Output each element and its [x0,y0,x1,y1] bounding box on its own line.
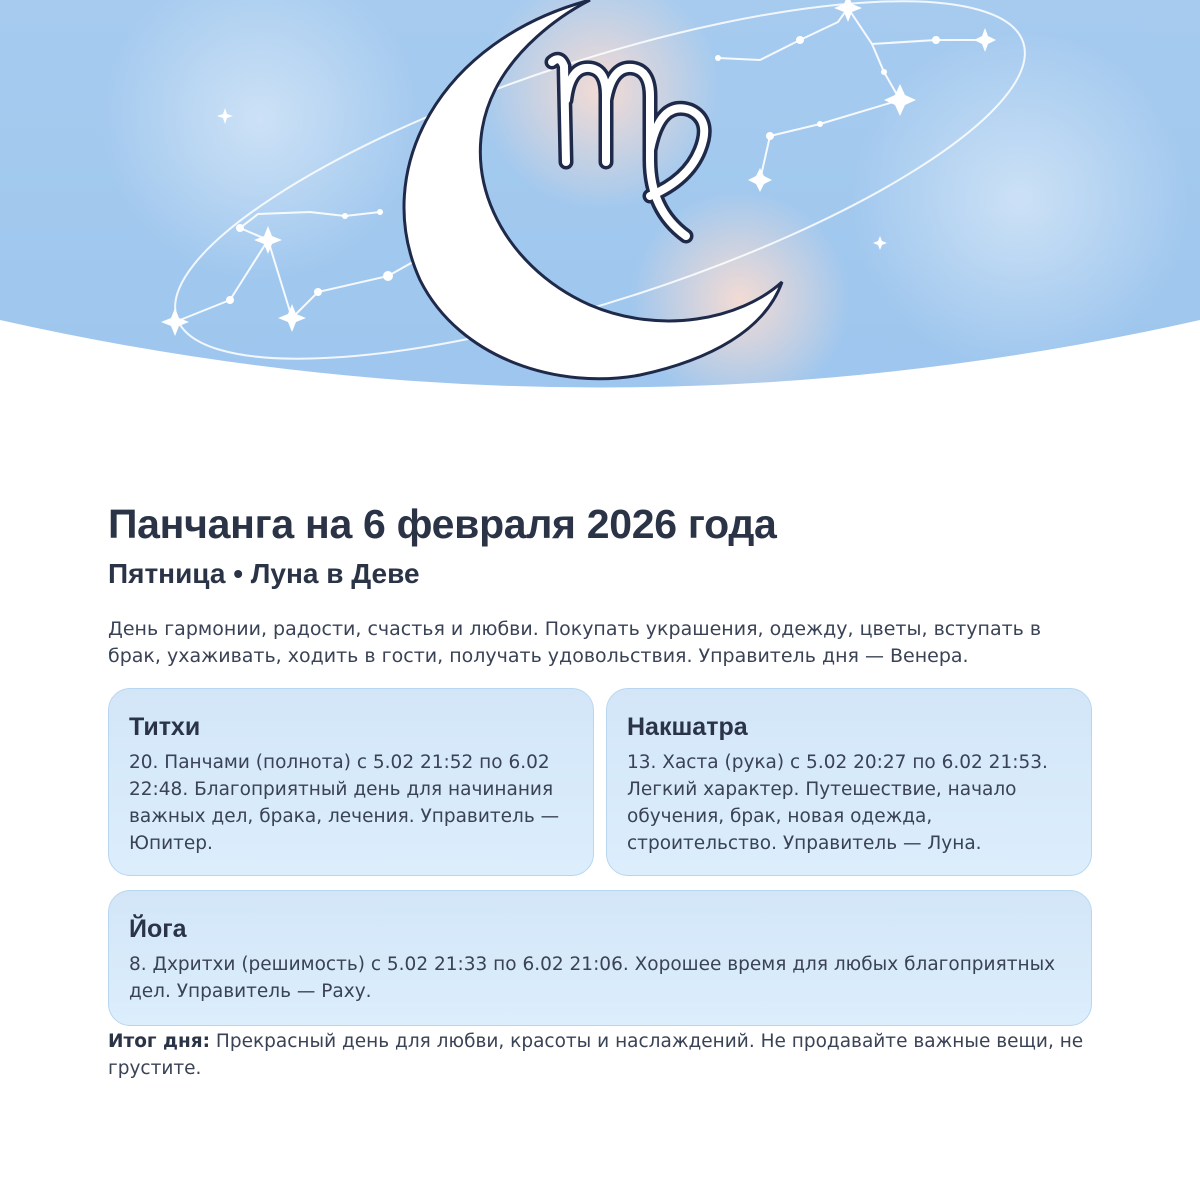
hero-illustration [0,0,1200,390]
day-summary [108,1028,1092,1082]
glow-right [850,30,1190,370]
yoga-title: Йога [129,915,187,943]
yoga-text: 8. Дхритхи (решимость) с 5.02 21:33 по 6.02 21:06. Хорошее время для любых благоприятных дел. Управитель — Раху. [129,954,1056,1002]
panchanga-cards [108,688,1092,1018]
nakshatra-card [606,688,1092,876]
day-description: День гармонии, радости, счастья и любви. Покупать украшения, одежду, цветы, вступать в брак, ухаживать, ходить в гости, получать удовольствия. Управитель дня — Венера. [108,618,1042,667]
tithi-text: 20. Панчами (полнота) с 5.02 21:52 по 6.02 22:48. Благоприятный день для начинания важных дел, брака, лечения. Управитель — Юпитер. [129,752,560,854]
nakshatra-title: Накшатра [627,713,748,741]
tithi-title: Титхи [129,713,201,741]
nakshatra-text: 13. Хаста (рука) с 5.02 20:27 по 6.02 21:53. Легкий характер. Путешествие, начало обучения, брак, новая одежда, строительство. Управитель — Луна. [627,752,1048,854]
summary-text: Прекрасный день для любви, красоты и наслаждений. Не продавайте важные вещи, не грустите. [108,1031,1084,1079]
sky-illustration [0,0,1200,390]
yoga-card [108,890,1092,1026]
tithi-card [108,688,594,876]
summary-label: Итог дня: [108,1031,211,1052]
main-content [108,498,1092,1018]
page-title: Панчанга на 6 февраля 2026 года [108,501,777,547]
page-subtitle: Пятница • Луна в Деве [108,558,420,589]
